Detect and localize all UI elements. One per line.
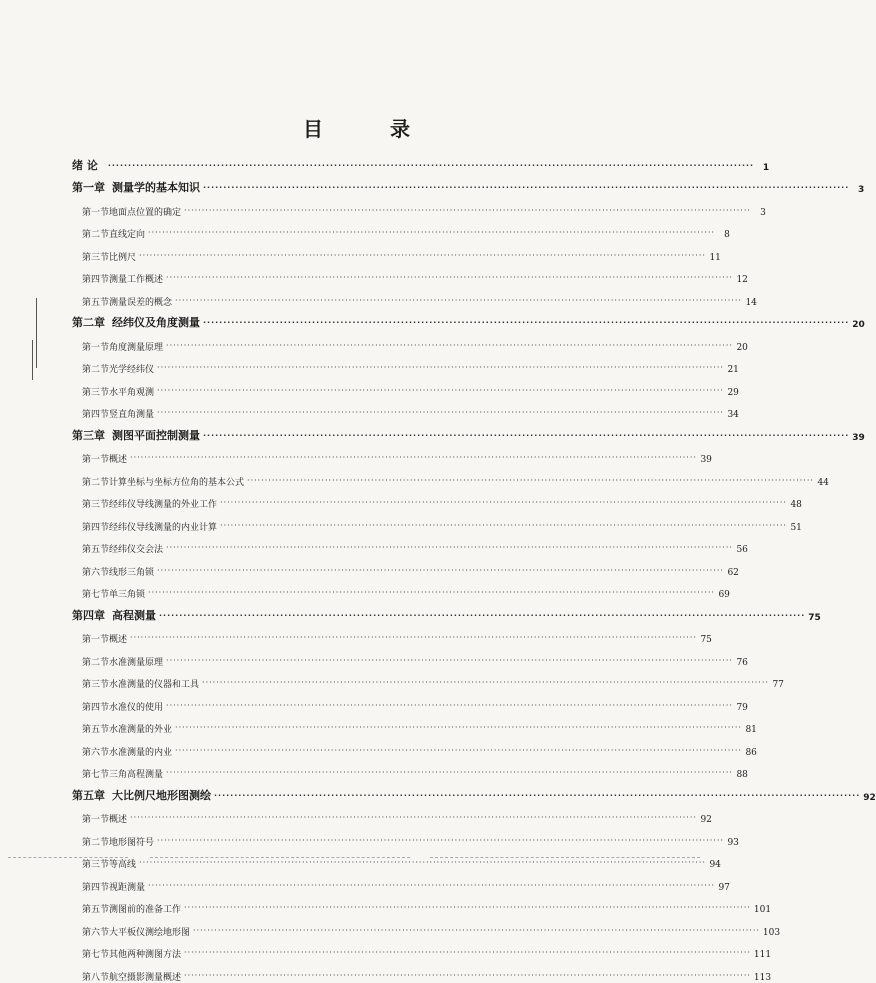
toc-section-row[interactable] — [72, 735, 757, 758]
scan-edge-line — [430, 857, 700, 859]
toc-page-number: 86 — [745, 747, 757, 758]
toc-page-number: 92 — [700, 815, 712, 825]
dot-leader: ································································································································································ — [159, 610, 806, 620]
dot-leader: ································································································································································ — [166, 340, 733, 350]
toc-entry-label: 第四节 — [82, 882, 110, 893]
toc-page-number: 77 — [772, 680, 784, 690]
toc-page-number: 1 — [762, 162, 770, 173]
toc-entry-title: 大平板仪测绘地形图 — [109, 927, 191, 938]
toc-page-number: 81 — [745, 725, 757, 735]
toc-section-row[interactable] — [72, 330, 748, 353]
dot-leader: ································································································································································ — [166, 768, 733, 777]
dot-leader: ································································································································································ — [175, 723, 742, 732]
toc-page-number: 12 — [736, 275, 748, 285]
toc-entry-title: 经纬仪导线测量的外业工作 — [109, 500, 218, 510]
toc-section-row[interactable] — [72, 938, 772, 961]
toc-section-row[interactable] — [72, 510, 802, 533]
dot-leader: ································································································································································ — [139, 858, 706, 867]
dot-leader: ································································································································································ — [157, 835, 724, 845]
toc-page-number: 29 — [727, 387, 739, 398]
toc-entry-title: 测图平面控制测量 — [112, 428, 200, 442]
toc-chapter-row[interactable] — [72, 780, 876, 803]
toc-entry-label: 第四章 — [72, 608, 105, 622]
toc-entry-title: 其他两种测图方法 — [109, 950, 182, 960]
dot-leader: ································································································································································ — [157, 408, 724, 417]
toc-page-number: 88 — [736, 770, 748, 780]
dot-leader: ································································································································································ — [214, 790, 861, 800]
toc-entry-title: 三角高程测量 — [109, 770, 164, 780]
toc-section-row[interactable] — [72, 375, 739, 398]
dot-leader: ································································································································································ — [148, 228, 715, 237]
toc-section-row[interactable] — [72, 488, 802, 511]
toc-page-number: 97 — [718, 882, 730, 893]
toc-section-row[interactable] — [72, 825, 739, 848]
toc-entry-label: 第七节 — [82, 590, 110, 600]
toc-entry-label: 第三节 — [82, 252, 110, 263]
toc-page-number: 51 — [790, 522, 802, 533]
toc-page-number: 3 — [760, 207, 766, 218]
toc-page-number: 20 — [736, 342, 748, 353]
toc-page-number: 111 — [753, 950, 772, 960]
toc-entry-title: 直线定向 — [109, 230, 146, 240]
toc-entry-title: 角度测量原理 — [109, 342, 164, 353]
toc-chapter-row[interactable] — [72, 173, 865, 196]
toc-entry-title: 等高线 — [109, 860, 137, 870]
scan-mark — [36, 298, 37, 368]
toc-entry-title: 大比例尺地形图测绘 — [112, 788, 211, 802]
toc-entry-title: 光学经纬仪 — [109, 365, 155, 375]
page-title: 目 录 — [303, 117, 440, 141]
dot-leader: ································································································································································ — [184, 948, 751, 957]
toc-entry-label: 第五节 — [82, 545, 110, 555]
toc-entry-label: 第三章 — [72, 428, 105, 442]
toc-page-number: 94 — [709, 860, 721, 870]
toc-entry-title: 地面点位置的确定 — [109, 207, 182, 218]
toc-entry-title: 比例尺 — [109, 252, 137, 263]
toc-entry-title: 水准测量原理 — [109, 657, 164, 668]
toc-page-number: 101 — [753, 905, 772, 915]
toc-entry-label: 第二节 — [82, 365, 110, 375]
dot-leader: ································································································································································ — [247, 475, 814, 485]
toc-section-row[interactable] — [72, 713, 757, 736]
toc-page-number: 34 — [727, 410, 739, 420]
dot-leader: ································································································································································ — [175, 295, 742, 305]
toc-entry-title: 竖直角测量 — [109, 410, 155, 420]
toc-section-row[interactable] — [72, 533, 748, 556]
toc-page-number: 39 — [700, 455, 712, 465]
toc-page-number: 75 — [808, 612, 821, 623]
toc-entry-label: 第五章 — [72, 788, 105, 802]
dot-leader: ································································································································································ — [130, 633, 697, 642]
toc-section-row[interactable] — [72, 240, 721, 263]
dot-leader: ································································································································································ — [220, 498, 787, 507]
toc-section-row[interactable] — [72, 443, 712, 466]
toc-entry-label: 第二章 — [72, 316, 105, 329]
toc-page-number: 44 — [817, 477, 829, 488]
toc-page-number: 103 — [762, 927, 781, 938]
toc-page-number: 113 — [753, 972, 772, 983]
toc-page-number: 56 — [736, 545, 748, 555]
toc-page-number: 21 — [727, 365, 739, 375]
toc-page-number: 11 — [709, 252, 721, 263]
dot-leader: ································································································································································ — [166, 700, 733, 710]
toc-entry-title: 水准测量的内业 — [109, 747, 173, 758]
toc-page-number: 76 — [736, 657, 748, 668]
toc-entry-title: 测图前的准备工作 — [109, 905, 182, 915]
toc-section-row[interactable] — [72, 578, 730, 601]
toc-entry-label: 第一节 — [82, 342, 110, 353]
toc-entry-title: 地形图符号 — [109, 837, 155, 848]
toc-section-row[interactable] — [72, 623, 712, 646]
toc-entry-label: 第四节 — [82, 410, 110, 420]
toc-section-row[interactable] — [72, 218, 730, 241]
toc-entry-title: 水准测量的外业 — [109, 725, 173, 735]
toc-entry-label: 第五节 — [82, 905, 110, 915]
toc-section-row[interactable] — [72, 285, 757, 308]
dot-leader: ································································································································································ — [130, 453, 697, 462]
dot-leader: ································································································································································ — [157, 565, 724, 575]
toc-entry-title: 水平角观测 — [109, 387, 155, 398]
toc-page-number: 79 — [736, 702, 748, 713]
toc-page-number: 93 — [727, 837, 739, 848]
toc-entry-title: 计算坐标与坐标方位角的基本公式 — [109, 477, 245, 488]
toc-section-row[interactable] — [72, 465, 829, 488]
toc-entry-title: 测量误差的概念 — [109, 297, 173, 308]
toc-page-number: 20 — [852, 320, 865, 330]
toc-section-row[interactable] — [72, 195, 766, 218]
dot-leader: ································································································································································ — [166, 655, 733, 665]
toc-entry-label: 第七节 — [82, 770, 110, 780]
toc-entry-title: 航空摄影测量概述 — [109, 972, 182, 983]
toc-chapter-row[interactable] — [72, 308, 865, 331]
toc-section-row[interactable] — [72, 803, 712, 826]
toc-page-number: 92 — [863, 792, 876, 803]
toc-entry-title: 线形三角锁 — [109, 567, 155, 578]
dot-leader: ································································································································································ — [203, 318, 850, 327]
toc-entry-label: 第四节 — [82, 275, 110, 285]
dot-leader: ································································································································································ — [184, 205, 751, 215]
toc-entry-label: 第六节 — [82, 927, 110, 938]
dot-leader: ································································································································································ — [139, 250, 706, 260]
toc-entry-title: 测量工作概述 — [109, 275, 164, 285]
toc-entry-title: 水准测量的仪器和工具 — [109, 680, 200, 690]
toc-section-row[interactable] — [72, 758, 748, 781]
toc-section-row[interactable] — [72, 555, 739, 578]
toc-entry-label: 第一节 — [82, 207, 110, 218]
toc-entry-label: 第一节 — [82, 815, 110, 825]
toc-entry-label: 第七节 — [82, 950, 110, 960]
toc-section-row[interactable] — [72, 870, 730, 893]
dot-leader: ································································································································································ — [148, 880, 715, 890]
scan-mark — [32, 340, 33, 380]
toc-entry-title: 概述 — [109, 455, 128, 465]
dot-leader: ································································································································································ — [166, 273, 733, 282]
toc-section-row[interactable] — [72, 893, 772, 916]
toc-entry-label: 第三节 — [82, 500, 110, 510]
toc-entry-title: 概述 — [109, 815, 128, 825]
toc-entry-label: 第二节 — [82, 837, 110, 848]
toc-entry-label: 第二节 — [82, 477, 110, 488]
dot-leader: ································································································································································ — [175, 745, 742, 755]
dot-leader: ································································································································································ — [220, 520, 787, 530]
toc-section-row[interactable] — [72, 668, 784, 691]
dot-leader: ································································································································································ — [202, 678, 769, 687]
dot-leader: ································································································································································ — [166, 543, 733, 552]
dot-leader: ································································································································································ — [203, 183, 850, 192]
toc-entry-title: 高程测量 — [112, 608, 156, 622]
toc-page-number: 14 — [745, 297, 757, 308]
scan-edge-line — [8, 857, 128, 859]
dot-leader: ································································································································································ — [203, 430, 850, 440]
toc-section-row[interactable] — [72, 645, 748, 668]
dot-leader: ································································································································································ — [184, 970, 751, 980]
toc-entry-label: 第二节 — [82, 230, 110, 240]
dot-leader: ································································································································································ — [157, 363, 724, 372]
toc-entry-label: 第三节 — [82, 387, 110, 398]
toc-entry-title: 概述 — [109, 635, 128, 645]
dot-leader: ································································································································································ — [107, 160, 755, 170]
toc-chapter-row[interactable] — [72, 600, 821, 623]
toc-entry-label: 第五节 — [82, 725, 110, 735]
toc-entry-title: 单三角锁 — [109, 590, 146, 600]
toc-page-number: 69 — [718, 590, 730, 600]
toc-entry-title: 经纬仪导线测量的内业计算 — [109, 522, 218, 533]
toc-entry-title: 测量学的基本知识 — [112, 181, 200, 194]
toc-entry-label: 第一章 — [72, 181, 105, 194]
toc-chapter-row[interactable] — [72, 150, 770, 173]
toc-section-row[interactable] — [72, 690, 748, 713]
dot-leader: ································································································································································ — [193, 925, 760, 935]
toc-section-row[interactable] — [72, 263, 748, 286]
scan-edge-line — [150, 857, 410, 859]
toc-page-number: 39 — [852, 432, 865, 443]
toc-section-row[interactable] — [72, 398, 739, 421]
toc-entry-label: 第五节 — [82, 297, 110, 308]
dot-leader: ································································································································································ — [148, 588, 715, 597]
toc-page-number: 48 — [790, 500, 802, 510]
dot-leader: ································································································································································ — [184, 903, 751, 912]
toc-page-number: 62 — [727, 567, 739, 578]
toc-section-row[interactable] — [72, 915, 781, 938]
toc-entry-label: 第一节 — [82, 635, 110, 645]
toc-entry-title: 经纬仪交会法 — [109, 545, 164, 555]
toc-entry-label: 第六节 — [82, 747, 110, 758]
toc-entry-label: 第四节 — [82, 522, 110, 533]
toc-page-number: 3 — [857, 185, 865, 195]
toc-entry-label: 第二节 — [82, 657, 110, 668]
toc-entry-label: 第三节 — [82, 680, 110, 690]
toc-section-row[interactable] — [72, 353, 739, 376]
toc-entry-label: 第八节 — [82, 972, 110, 983]
dot-leader: ································································································································································ — [130, 813, 697, 822]
toc-entry-label: 第三节 — [82, 860, 110, 870]
toc-page-number: 8 — [724, 230, 730, 240]
toc-entry-label: 第六节 — [82, 567, 110, 578]
toc-page-number: 75 — [700, 635, 712, 645]
toc-entry-title: 经纬仪及角度测量 — [112, 316, 200, 329]
toc-entry-label: 绪 论 — [72, 158, 98, 172]
toc-chapter-row[interactable] — [72, 420, 865, 443]
toc-entry-title: 视距测量 — [109, 882, 146, 893]
toc-entry-label: 第一节 — [82, 455, 110, 465]
toc-section-row[interactable] — [72, 960, 772, 983]
toc-entry-label: 第四节 — [82, 702, 110, 713]
toc-entry-title: 水准仪的使用 — [109, 702, 164, 713]
dot-leader: ································································································································································ — [157, 385, 724, 395]
